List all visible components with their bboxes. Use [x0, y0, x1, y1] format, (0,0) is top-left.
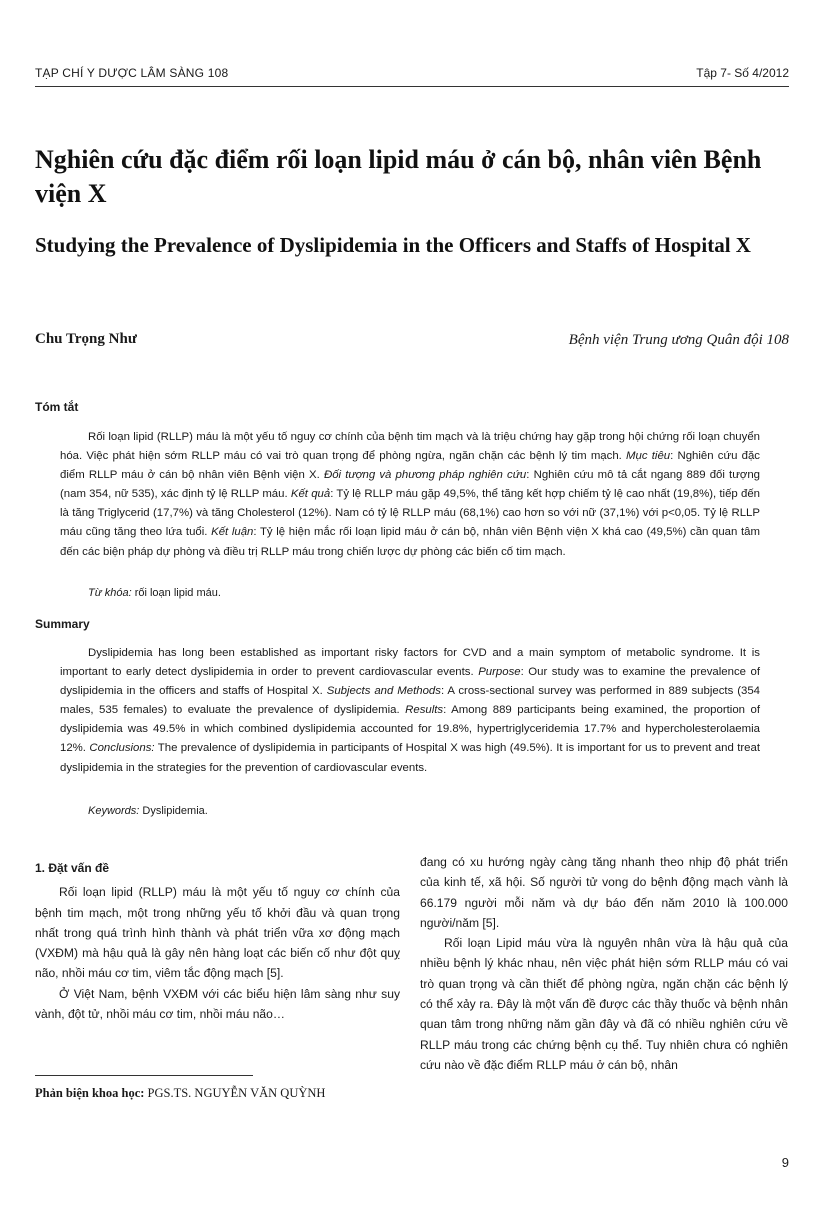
page-number: 9 [781, 1155, 789, 1170]
footnote-divider [35, 1075, 253, 1076]
journal-name: TẠP CHÍ Y DƯỢC LÂM SÀNG 108 [35, 66, 229, 80]
title-vietnamese: Nghiên cứu đặc điểm rối loạn lipid máu ở cán bộ, nhân viên Bệnh viện X [35, 145, 762, 208]
author-name: Chu Trọng Như [35, 331, 137, 347]
intro-paragraph-1: Rối loạn lipid (RLLP) máu là một yếu tố nguy cơ chính của bệnh tim mạch, một trong những yếu tố khởi đầu và quan trọng nhất trong quá trình hình thành và phát triển vữa xơ động mạch (VXĐM) mà hậu quả là gây nên hàng loạt các biến cố như đột quỵ não, nhồi máu cơ tim, viêm tắc động mạch [5]. [35, 885, 400, 981]
abstract-en-body [60, 644, 760, 778]
intro-paragraph-4: Rối loạn Lipid máu vừa là nguyên nhân vừa là hậu quả của nhiều bệnh lý khác nhau, nên việc phát hiện sớm RLLP máu có vai trò quan trọng và cần thiết để phòng ngừa, ngăn chặn các bệnh lý có thể xảy ra. Đây là một vấn đề được các thầy thuốc và bệnh nhân quan tâm trong những năm gần đây và đã có nhiều nghiên cứu về RLLP máu trong các chứng bệnh cụ thể. Tuy nhiên chưa có nghiên cứu nào về đặc điểm RLLP máu ở cán bộ, nhân [420, 936, 788, 1072]
abstract-en-conclusion: The prevalence of dyslipidemia in participants of Hospital X was high (49.5%). It is important for us to prevent and treat dyslipidemia in the strategies for the prevention of cardiovascular events. [60, 742, 761, 774]
keywords-en [88, 805, 208, 817]
abstract-en-results-label: Results [405, 704, 444, 717]
keywords-vn-value: rối loạn lipid máu. [131, 587, 221, 599]
keywords-vn-label: Từ khóa: [88, 587, 132, 599]
abstract-vn-purpose-label: Mục tiêu [626, 450, 671, 463]
abstract-vn-methods: : Nghiên cứu mô tả cắt ngang 889 đối tượng (nam 354, nữ 535), xác định tỷ lệ RLLP máu. [60, 469, 760, 501]
abstract-vn-conclusion-label: Kết luận [211, 526, 254, 539]
intro-paragraph-2: Ở Việt Nam, bệnh VXĐM với các biểu hiện lâm sàng như suy vành, đột tử, nhồi máu cơ tim, nhồi máu não… [35, 986, 400, 1022]
keywords-vn [88, 587, 221, 599]
intro-left-column [35, 858, 400, 1024]
abstract-vn-heading: Tóm tắt [35, 400, 79, 414]
abstract-vn-methods-label: Đối tượng và phương pháp nghiên cứu [323, 469, 527, 482]
abstract-en-methods: : A cross-sectional survey was performed in 889 subjects (354 males, 535 females) to evaluate the prevalence of dyslipidemia. [60, 685, 760, 717]
abstract-en-results: : Among 889 participants being examined, the proportion of dyslipidemia was 49.5% in which combined dyslipidemia accounted for 19.8%, hypertriglyceridemia 17.7% and hypercholesterolaemia 12%. [60, 704, 760, 755]
abstract-en-heading: Summary [35, 617, 90, 631]
intro-right-column [420, 852, 788, 1075]
abstract-en-conclusion-label: Conclusions: [89, 742, 155, 755]
title-english: Studying the Prevalence of Dyslipidemia in the Officers and Staffs of Hospital X [35, 233, 751, 257]
reviewer-name: PGS.TS. NGUYỄN VĂN QUỲNH [147, 1086, 326, 1100]
keywords-en-label: Keywords: [88, 805, 140, 817]
abstract-vn-conclusion: : Tỷ lệ hiện mắc rối loạn lipid máu ở cán bộ, nhân viên Bệnh viện X khá cao (49,5%) cần quan tâm đến các biện pháp dự phòng và điều trị RLLP máu trong chiến lược dự phòng các biến cố tim mạch. [60, 526, 760, 558]
keywords-en-value: Dyslipidemia. [139, 805, 208, 817]
issue-info: Tập 7- Số 4/2012 [696, 66, 789, 80]
abstract-vn-results-label: Kết quả [290, 488, 331, 501]
author-affiliation: Bệnh viện Trung ương Quân đội 108 [568, 332, 789, 348]
reviewer-footnote [35, 1086, 325, 1101]
reviewer-label: Phản biện khoa học: [35, 1086, 145, 1100]
abstract-vn-purpose: : Nghiên cứu đặc điểm RLLP máu ở cán bộ nhân viên Bệnh viện X. [60, 450, 760, 482]
abstract-en-methods-label: Subjects and Methods [326, 685, 441, 698]
intro-paragraph-3: đang có xu hướng ngày càng tăng nhanh theo nhịp độ phát triển của kinh tế, xã hội. Số người tử vong do bệnh động mạch vành là 66.179 người mỗi năm và dự báo đến năm 2010 là 100.000 người/năm [5]. [420, 855, 788, 930]
abstract-en-purpose-label: Purpose [478, 666, 521, 679]
abstract-en-purpose: : Our study was to examine the prevalence of dyslipidemia in the officers and staffs of Hospital X. [60, 666, 760, 698]
header-divider [35, 86, 789, 87]
abstract-vn-results: : Tỷ lệ RLLP máu gặp 49,5%, thể tăng kết hợp chiếm tỷ lệ cao nhất (19,8%), tiếp đến là tăng Triglycerid (17,7%) và tăng Cholesterol (12%). Nam có tỷ lệ RLLP máu (68,1%) cao hơn so với nữ (37,1%) với p<0,05. Tỷ lệ RLLP máu cũng tăng theo lứa tuổi. [60, 488, 760, 539]
abstract-vn-body [60, 428, 760, 562]
section-1-heading: 1. Đặt vấn đề [35, 861, 110, 875]
abstract-vn-intro: Rối loạn lipid (RLLP) máu là một yếu tố nguy cơ chính của bệnh tim mạch và là triệu chứng hay gặp trong hội chứng rối loạn chuyển hóa. Việc phát hiện sớm RLLP máu có vai trò quan trọng để phòng ngừa, ngăn chặn các bệnh lý tim mạch. [60, 431, 760, 463]
abstract-en-intro: Dyslipidemia has long been established as important risky factors for CVD and a main symptom of metabolic syndrome. It is important to early detect dyslipidemia in order to prevent cardiovascular events. [60, 647, 760, 679]
